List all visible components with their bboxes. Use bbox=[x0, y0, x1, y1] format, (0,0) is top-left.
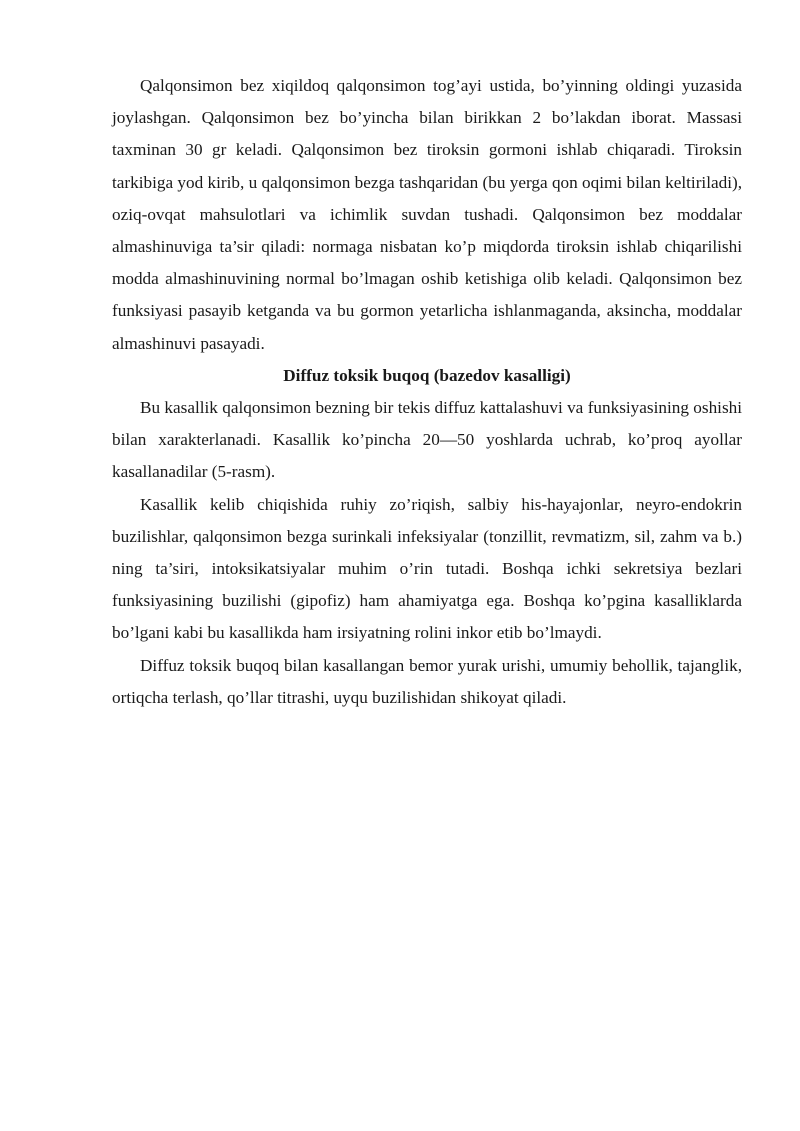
paragraph-disease-causes: Kasallik kelib chiqishida ruhiy zo’riqish, salbiy his-hayajonlar, neyro-endokrin buzilishlar, qalqonsimon bezga surinkali infeksiyalar (tonzillit, revmatizm, sil, zahm va b.) ning ta’siri, intoksikatsiyalar muhim o’rin tutadi. Boshqa ichki sekretsiya bezlari funksiyasining buzilishi (gipofiz) ham ahamiyatga ega. Boshqa ko’pgina kasalliklarda bo’lgani kabi bu kasallikda ham irsiyatning rolini inkor etib bo’lmaydi. bbox=[112, 494, 742, 643]
paragraph-disease-definition: Bu kasallik qalqonsimon bezning bir tekis diffuz kattalashuvi va funksiyasining oshishi bilan xarakterlanadi. Kasallik ko’pincha 20—50 yoshlarda uchrab, ko’proq ayollar kasallanadilar (5-rasm). bbox=[112, 398, 742, 482]
section-heading: Diffuz toksik buqoq (bazedov kasalligi) bbox=[283, 365, 571, 385]
paragraph-symptoms: Diffuz toksik buqoq bilan kasallangan bemor yurak urishi, umumiy behollik, tajanglik, ortiqcha terlash, qo’llar titrashi, uyqu buzilishidan shikoyat qiladi. bbox=[112, 655, 742, 707]
paragraph-thyroid-overview: Qalqonsimon bez xiqildoq qalqonsimon tog’ayi ustida, bo’yinning oldingi yuzasida joylashgan. Qalqonsimon bez bo’yincha bilan birikkan 2 bo’lakdan iborat. Massasi taxminan 30 gr keladi. Qalqonsimon bez tiroksin gormoni ishlab chiqaradi. Tiroksin tarkibiga yod kirib, u qalqonsimon bezga tashqaridan (bu yerga qon oqimi bilan keltiriladi), oziq-ovqat mahsulotlari va ichimlik suvdan tushadi. Qalqonsimon bez moddalar almashinuviga ta’sir qiladi: normaga nisbatan ko’p miqdorda tiroksin ishlab chiqarilishi modda almashinuvining normal bo’lmagan oshib ketishiga olib keladi. Qalqonsimon bez funksiyasi pasayib ketganda va bu gormon yetarlicha ishlanmaganda, aksincha, moddalar almashinuvi pasayadi. bbox=[112, 76, 742, 353]
document-page bbox=[112, 70, 742, 714]
